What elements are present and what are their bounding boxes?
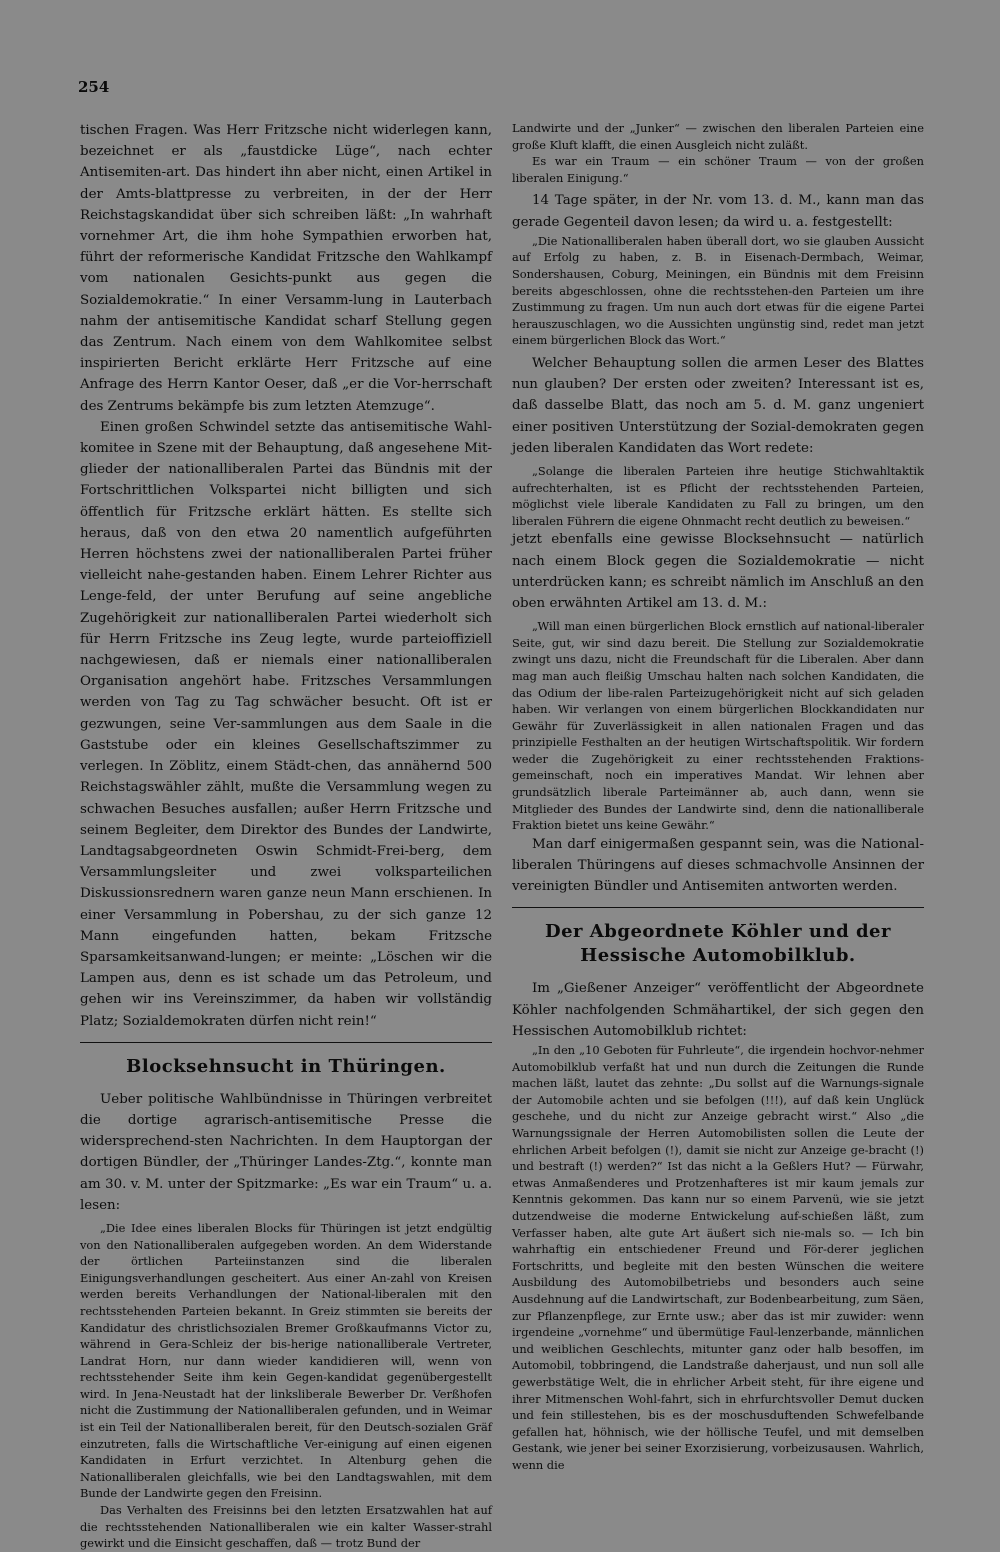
article-paragraph: Ueber politische Wahlbündnisse in Thüringen verbreitet die dortige agrarisch-antisemitische Presse die widersprechend-sten Nachrichten. In dem Hauptorgan der dortigen Bündler, der „Thüringer Landes-Ztg.“, konnte man am 30. v. M. unter der Spitzmarke: „Es war ein Traum“ u. a. lesen: [80,1091,492,1213]
article-paragraph: tischen Fragen. Was Herr Fritzsche nicht widerlegen kann, bezeichnet er als „faustdicke Lüge“, nach echter Antisemiten-art. Das hindert ihn aber nicht, einen Artikel in der Amts-blattpresse zu verbreiten, in der der Herr Reichstagskandidat über sich schreiben läßt: „In wahrhaft vornehmer Art, die ihm hohe Sympathien erworben hat, führt der reformerische Kandidat Fritzsche den Wahlkampf vom nationalen Gesichts-punkt aus gegen die Sozialdemokratie.“ In einer Versamm-lung in Lauterbach nahm der antisemitische Kandidat scharf Stellung gegen das Zentrum. Nach einem von dem Wahlkomitee selbst inspirierten Bericht erklärte Herr Fritzsche auf eine Anfrage des Herrn Kantor Oeser, daß „er die Vor-herrschaft des Zentrums bekämpfe bis zum letzten Atemzuge“. [80,123,492,414]
article-paragraph: Einen großen Schwindel setzte das antisemitische Wahl-komitee in Szene mit der Behauptung, daß angesehene Mit-glieder der nationalliberalen Partei das Bündnis mit der Fortschrittlichen Volkspartei nicht billigten und sich öffentlich für Fritzsche erklärt hätten. Es stellte sich heraus, daß von den etwa 20 namentlich aufgeführten Herren höchstens zwei der nationalliberalen Partei früher vielleicht nahe-gestanden haben. Einem Lehrer Richter aus Lenge-feld, der unter Berufung auf seine angebliche Zugehörigkeit zur nationalliberalen Partei wiederholt sich für Herrn Fritzsche ins Zeug legte, wurde parteioffiziell nachgewiesen, daß er niemals einer nationalliberalen Organisation angehört habe. Fritzsches Versammlungen werden von Tag zu Tag schwächer besucht. Oft ist er gezwungen, seine Ver-sammlungen aus dem Saale in die Gaststube oder ein kleines Gesellschaftszimmer zu verlegen. In Zöblitz, einem Städt-chen, das annähernd 500 Reichstagswähler zählt, mußte die Versammlung wegen zu schwachen Besuches ausfallen; außer Herrn Fritzsche und seinem Begleiter, dem Direktor des Bundes der Landwirte, Landtagsabgeordneten Oswin Schmidt-Frei-berg, dem Versammlungsleiter und zwei volksparteilichen Diskussionsrednern waren ganze neun Mann erschienen. In einer Versammlung in Pobershau, zu der sich ganze 12 Mann eingefunden hatten, bekam Fritzsche Sparsamkeitsanwand-lungen; er meinte: „Löschen wir die Lampen aus, denn es ist schade um das Petroleum, und gehen wir ins Vereinszimmer, da haben wir vollständig Platz; Sozialdemokraten dürfen nicht rein!“ [80,419,492,1029]
quoted-paragraph: Es war ein Traum — ein schöner Traum — von der großen liberalen Einigung.“ [512,154,924,185]
article-paragraph: jetzt ebenfalls eine gewisse Blocksehnsucht — natürlich nach einem Block gegen die Sozialdemokratie — nicht unterdrücken kann; es schreibt nämlich im Anschluß an den oben erwähnten Artikel am 13. d. M.: [512,532,924,611]
quoted-paragraph: „In den „10 Geboten für Fuhrleute“, die irgendein hochvor-nehmer Automobilklub verfaßt hat und nun durch die Zeitungen die Runde machen läßt, lautet das zehnte: „Du sollst auf die Warnungs-signale der Automobile achten und sie befolgen (!!!), auf daß kein Unglück geschehe, und du nicht zur Anzeige gebracht wirst.“ Also „die Warnungssignale der Herren Automobilisten sollen die Leute der ehrlichen Arbeit befolgen (!), damit sie nicht zur Anzeige ge-bracht (!) und bestraft (!) werden?“ Ist das nicht a la Geßlers Hut? — Fürwahr, etwas Anmaßenderes und Protzenhafteres ist mir kaum jemals zur Kenntnis gekommen. Das kann nur so einem Parvenü, wie sie jetzt dutzendweise die moderne Entwickelung auf-schießen läßt, zum Verfasser haben, alte gute Art äußert sich nie-mals so. — Ich bin wahrhaftig ein entschiedener Freund und För-derer jeglichen Fortschritts, und begleite mit den besten Wünschen die weitere Ausbildung des Automobilbetriebs und besonders auch seine Ausdehnung auf die Landwirtschaft, zur Bodenbearbeitung, zum Säen, zur Pflanzenpflege, zur Ernte usw.; aber das ist mir zuwider: wenn irgendeine „vornehme“ und übermütige Faul-lenzerbande, männlichen und weiblichen Geschlechts, mitunter ganz oder halb besoffen, im Automobil, tobbringend, die Landstraße daherjaust, und nun soll alle gewerbstätige Welt, die in ehrlicher Arbeit steht, für ihre eigene und ihrer Mitmenschen Wohl-fahrt, sich in ehrfurchtsvoller Demut ducken und fein stillestehen, bis es der moschusduftenden Schwefelbande gefallen hat, höhnisch, wie der höllische Teufel, und mit demselben Gestank, wie jener bei seiner Exorzisierung, vorbeizusausen. Wahrlich, wenn die [512,1043,924,1472]
article-paragraph: 14 Tage später, in der Nr. vom 13. d. M., kann man das gerade Gegenteil davon lesen; da wird u. a. festgestellt: [512,193,924,230]
quoted-paragraph: Das Verhalten des Freisinns bei den letzten Ersatzwahlen hat auf die rechtsstehenden Nationalliberalen wie ein kalter Wasser-strahl gewirkt und die Einsicht geschaffen, daß — trotz Bund der [80,1503,492,1551]
article-paragraph: Im „Gießener Anzeiger“ veröffentlicht der Abgeordnete Köhler nachfolgenden Schmähartikel, der sich gegen den Hessischen Automobilklub richtet: [512,981,924,1039]
left-column [80,120,492,1552]
section-heading: Blocksehnsucht in Thüringen. [126,1055,446,1077]
quoted-paragraph: „Die Idee eines liberalen Blocks für Thüringen ist jetzt endgültig von den Nationalliberalen aufgegeben worden. An dem Widerstande der örtlichen Parteiinstanzen sind die liberalen Einigungsverhandlungen gescheitert. Aus einer An-zahl von Kreisen werden bereits Verhandlungen der National-liberalen mit den rechtsstehenden Parteien bekannt. In Greiz stimmten sie bereits der Kandidatur des christlichsozialen Bremer Großkaufmanns Victor zu, während in Gera-Schleiz der bis-herige nationalliberale Vertreter, Landrat Horn, nur dann wieder kandidieren will, wenn von rechtsstehender Seite ihm kein Gegen-kandidat gegenübergestellt wird. In Jena-Neustadt hat der linksliberale Bewerber Dr. Verßhofen nicht die Zustimmung der Nationalliberalen gefunden, und in Weimar ist ein Teil der Nationalliberalen bereit, für den Deutsch-sozialen Gräf einzutreten, falls die Wirtschaftliche Ver-einigung auf einen eigenen Kandidaten in Erfurt verzichtet. In Altenburg gehen die Nationalliberalen gleichfalls, wie bei den Landtagswahlen, mit dem Bunde der Landwirte gegen den Freisinn. [80,1220,492,1501]
right-column [512,120,924,1474]
page-number: 254 [78,78,110,96]
article-paragraph: Man darf einigermaßen gespannt sein, was die National-liberalen Thüringens auf dieses schmachvolle Ansinnen der vereinigten Bündler und Antisemiten antworten werden. [512,836,924,895]
quoted-paragraph: „Solange die liberalen Parteien ihre heutige Stichwahltaktik aufrechterhalten, ist es Pflicht der rechtsstehenden Parteien, möglichst viele liberale Kandidaten zu Fall zu bringen, um den liberalen Führern die eigene Ohnmacht recht deutlich zu beweisen.“ [512,463,924,528]
quoted-paragraph: „Die Nationalliberalen haben überall dort, wo sie glauben Aussicht auf Erfolg zu haben, z. B. in Eisenach-Dermbach, Weimar, Sondershausen, Coburg, Meiningen, ein Bündnis mit dem Freisinn bereits abgeschlossen, ohne die rechtsstehen-den Parteien um ihre Zustimmung zu fragen. Um nun auch dort etwas für die eigene Partei herauszuschlagen, wo die Aussichten ungünstig sind, redet man jetzt einem bürgerlichen Block das Wort.“ [512,233,924,348]
section-divider [512,907,924,908]
article-paragraph: Welcher Behauptung sollen die armen Leser des Blattes nun glauben? Der ersten oder zweiten? Interessant ist es, daß dasselbe Blatt, das noch am 5. d. M. ganz ungeniert einer positiven Unterstützung der Sozial-demokraten gegen jeden liberalen Kandidaten das Wort redete: [512,355,924,456]
quoted-paragraph: Landwirte und der „Junker“ — zwischen den liberalen Parteien eine große Kluft klafft, die einen Ausgleich nicht zuläßt. [512,121,924,152]
section-heading: Der Abgeordnete Köhler und der Hessische Automobilklub. [545,921,891,967]
quoted-paragraph: „Will man einen bürgerlichen Block ernstlich auf national-liberaler Seite, gut, wir sind dazu bereit. Die Stellung zur Sozialdemokratie zwingt uns dazu, nicht die Freundschaft für die Liberalen. Aber dann mag man auch fleißig Umschau halten nach solchen Kandidaten, die das Odium der libe-ralen Parteizugehörigkeit nicht auf sich geladen haben. Wir verlangen von einem bürgerlichen Blockkandidaten nur Gewähr für Zuverlässigkeit in allen nationalen Fragen und das prinzipielle Festhalten an der heutigen Wirtschaftspolitik. Wir fordern weder die Zugehörigkeit zu einer rechtsstehenden Fraktions-gemeinschaft, noch ein imperatives Mandat. Wir lehnen aber grundsätzlich liberale Parteimänner ab, auch dann, wenn sie Mitglieder des Bundes der Landwirte sind, denn die nationalliberale Fraktion bietet uns keine Gewähr.“ [512,619,924,833]
section-divider [80,1042,492,1043]
